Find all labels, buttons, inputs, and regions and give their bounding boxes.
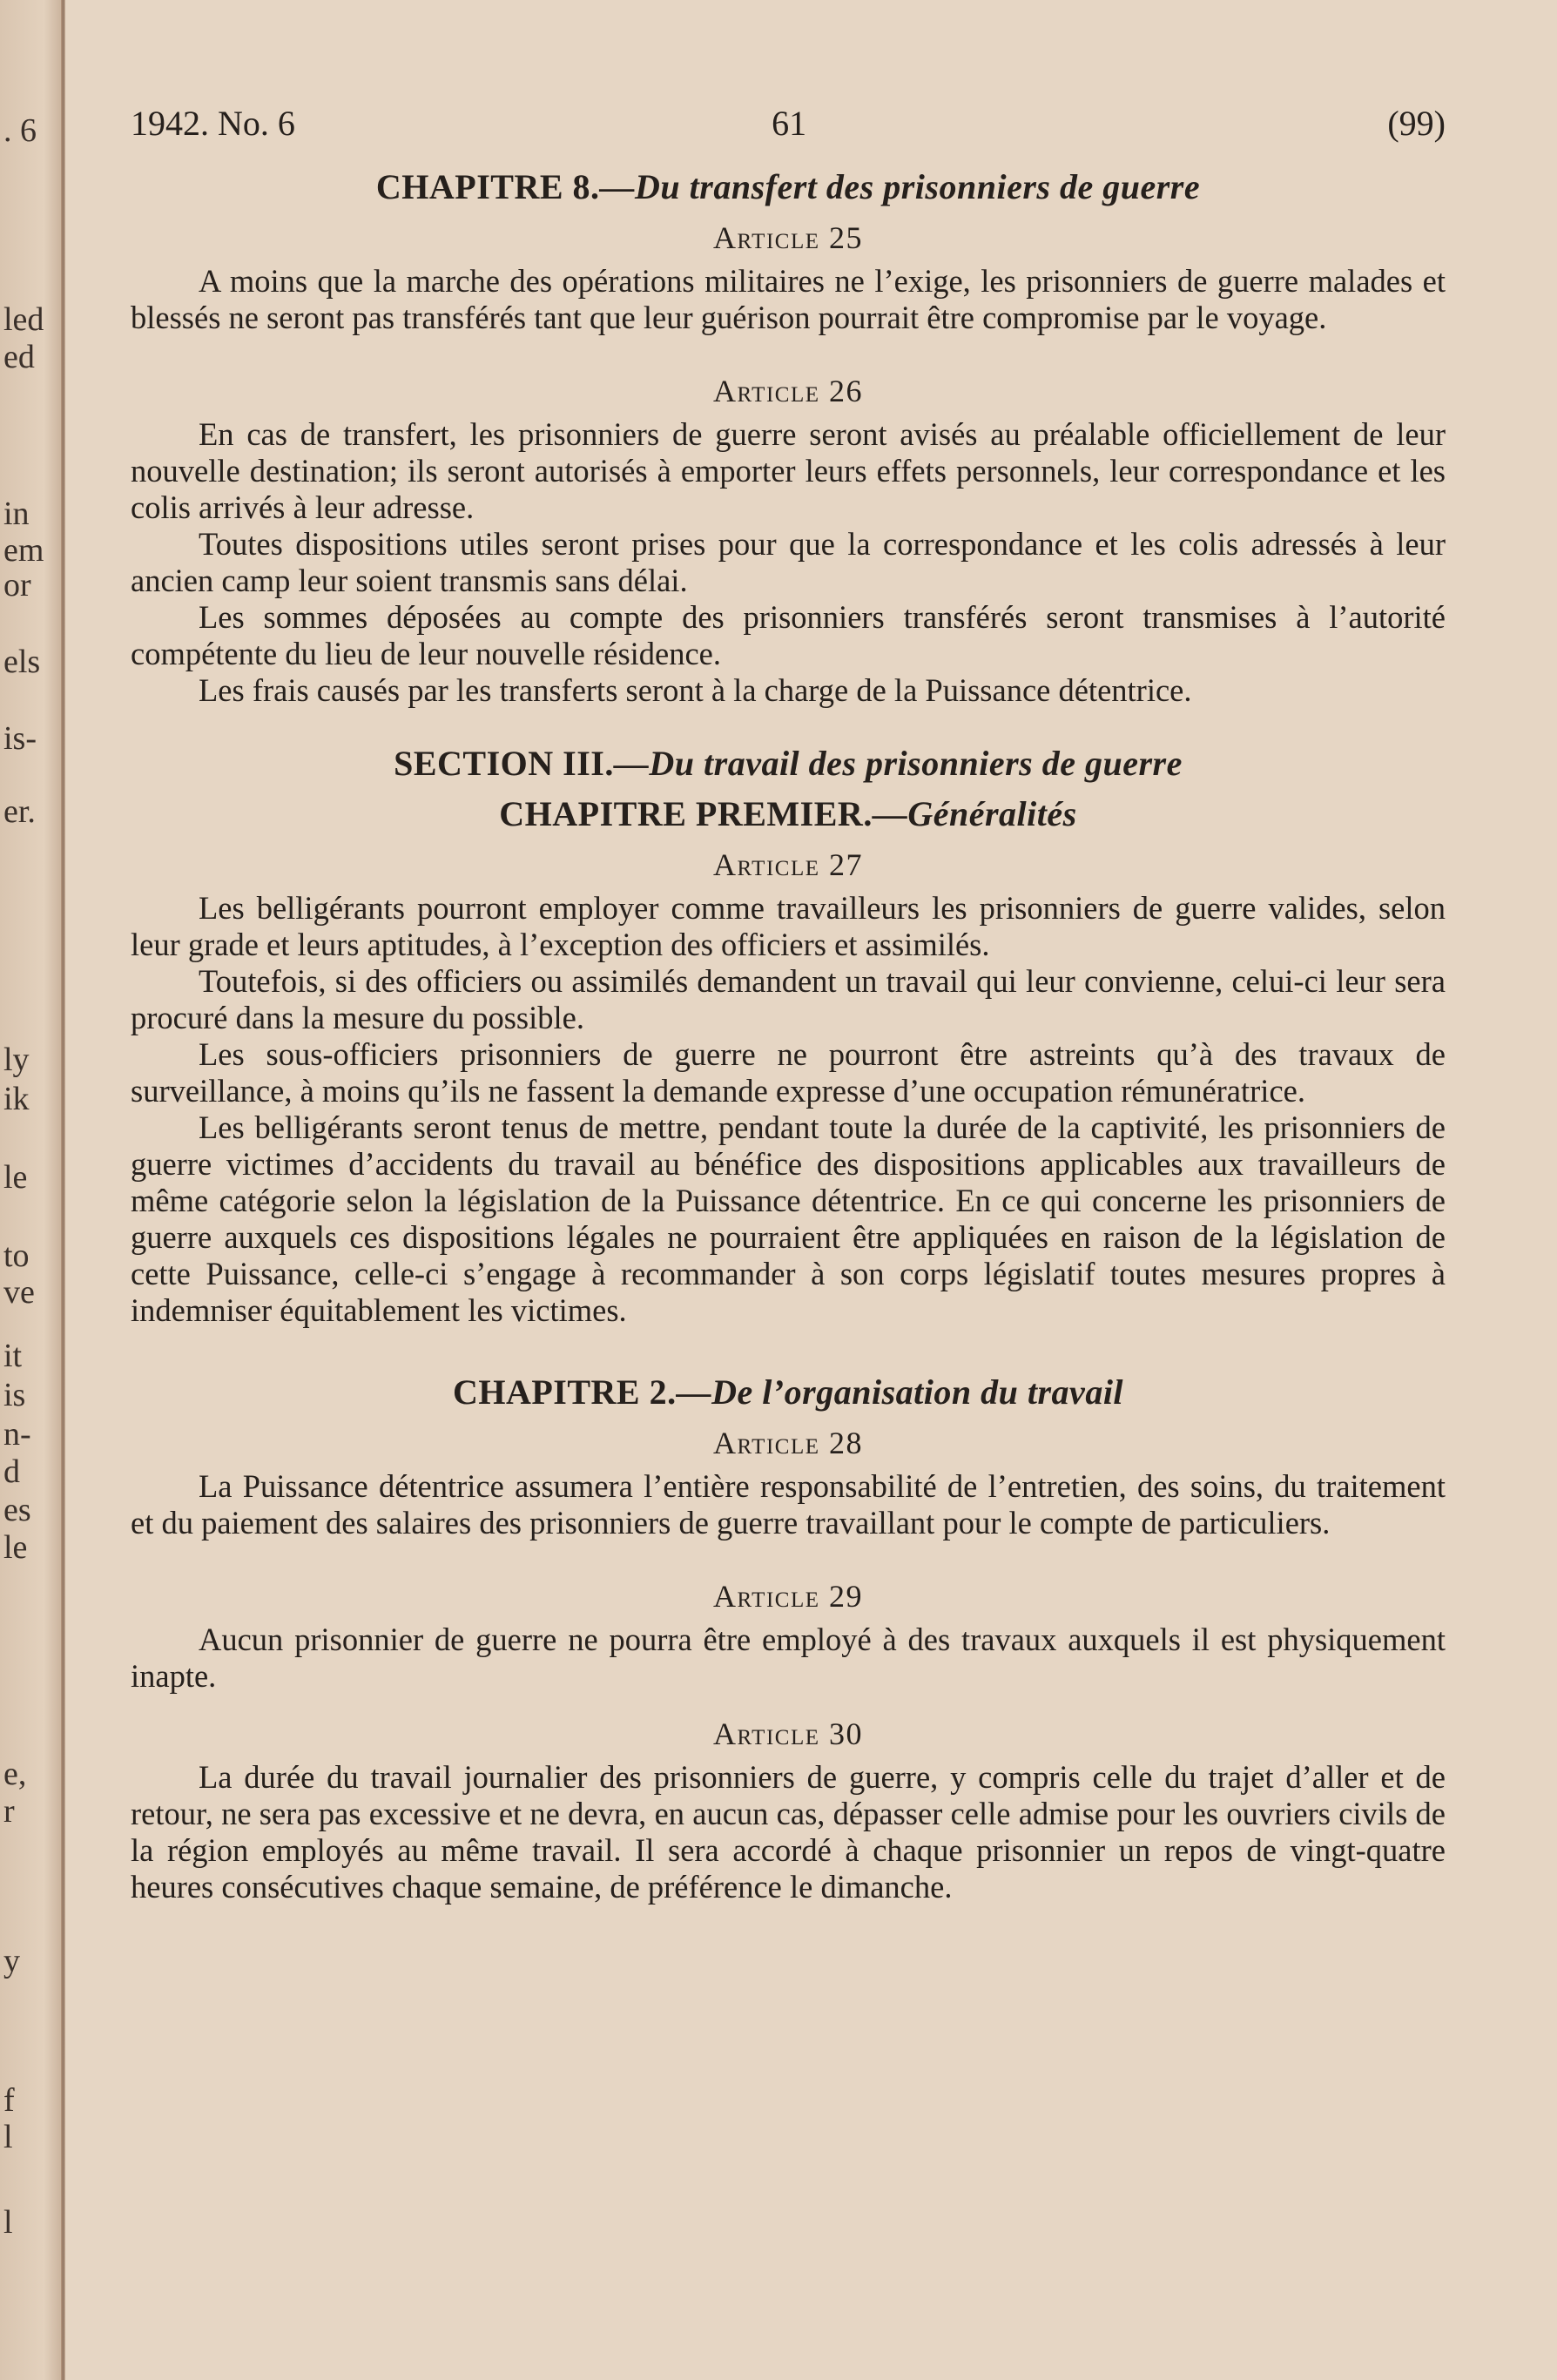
margin-fragment: ve [3,1274,35,1311]
margin-fragment: l [3,2119,13,2155]
article-26-heading: Article 26 [713,374,863,408]
chapter-title: —De l’organisation du travail [676,1372,1124,1412]
article-29-heading: Article 29 [713,1579,863,1614]
article-27-heading: Article 27 [713,847,863,882]
article-25-heading: Article 25 [713,220,863,255]
margin-fragment: e, [3,1756,27,1792]
paragraph: Les sommes déposées au compte des prisonniers transférés seront transmises à l’autorité compétente du lieu de leur nouvelle résidence. [131,599,1446,671]
chapter-2-heading [131,1367,1446,1418]
article-30-heading: Article 30 [713,1716,863,1751]
margin-fragment: is [3,1377,26,1413]
paragraph: Les frais causés par les transferts seront à la charge de la Puissance détentrice. [199,672,1192,708]
paragraph: A moins que la marche des opérations militaires ne l’exige, les prisonniers de guerre malades et blessés ne seront pas transférés tant que leur guérison pourrait être compromise par le voyage. [131,263,1446,335]
paragraph: Aucun prisonnier de guerre ne pourra être employé à des travaux auxquels il est physiquement inapte. [131,1622,1446,1694]
chapter-8-heading [131,162,1446,212]
margin-fragment: ed [3,339,35,375]
paragraph: La Puissance détentrice assumera l’entière responsabilité de l’entretien, des soins, du traitement et du paiement des salaires des prisonniers de guerre travaillant pour le compte de particuliers. [131,1468,1446,1541]
paragraph: Toutefois, si des officiers ou assimilés demandent un travail qui leur convienne, celui-ci leur sera procuré dans la mesure du possible. [131,963,1446,1035]
paragraph: En cas de transfert, les prisonniers de guerre seront avisés au préalable officiellement de leur nouvelle destination; ils seront autorisés à emporter leurs effets personnels, leur correspondance et les colis arrivés à leur adresse. [131,416,1446,525]
article-28-heading: Article 28 [713,1426,863,1460]
section-3-heading [131,738,1446,789]
section-label: SECTION III. [394,744,614,783]
margin-fragment: to [3,1237,30,1274]
paragraph: Les sous-officiers prisonniers de guerre ne pourront être astreints qu’à des travaux de surveillance, à moins qu’ils ne fassent la demande expresse d’une occupation rémunératrice. [131,1036,1446,1109]
margin-fragment: r [3,1793,15,1830]
chapter-1-heading [131,789,1446,839]
margin-fragment: l [3,2204,13,2241]
paragraph: Les belligérants seront tenus de mettre, pendant toute la durée de la captivité, les prisonniers de guerre victimes d’accidents du travail au bénéfice des dispositions applicables aux travailleurs de même catégorie selon la législation de la Puissance détentrice. En ce qui concerne les prisonniers de guerre auxquels ces dispositions légales ne pourraient être appliquées en raison de la législation de cette Puissance, celle-ci s’engage à recommander à son corps législatif toutes mesures propres à indemniser équitablement les victimes. [131,1109,1446,1328]
margin-fragment: els [3,644,41,680]
margin-fragment: or [3,567,31,603]
chapter-label: CHAPITRE PREMIER. [499,794,873,833]
chapter-label: CHAPITRE 8. [375,167,600,206]
paragraph: Toutes dispositions utiles seront prises pour que la correspondance et les colis adressés à leur ancien camp leur soient transmis sans délai. [131,526,1446,598]
margin-fragment: led [3,301,44,338]
volume-number: 1942. No. 6 [131,104,295,143]
page-number: 61 [772,104,807,143]
margin-fragment: . 6 [3,112,37,149]
margin-fragment: le [3,1159,28,1196]
paragraph: La durée du travail journalier des prisonniers de guerre, y compris celle du trajet d’aller et de retour, ne sera pas excessive et ne devra, en aucun cas, dépasser celle admise pour les ouvriers civils de la région employés au même travail. Il sera accordé à chaque prisonnier un repos de vingt-quatre heures consécutives chaque semaine, de préférence le dimanche. [131,1759,1446,1905]
margin-fragment: ik [3,1081,30,1117]
margin-fragment: er. [3,793,36,830]
margin-fragment: le [3,1529,28,1566]
margin-fragment: ly [3,1042,30,1078]
paragraph: Les belligérants pourront employer comme travailleurs les prisonniers de guerre valides, selon leur grade et leurs aptitudes, à l’exception des officiers et assimilés. [131,890,1446,962]
margin-fragment: d [3,1453,20,1490]
margin-fragment: in [3,496,30,532]
document-page [131,103,1446,1905]
margin-fragment: em [3,532,44,569]
margin-fragment: y [3,1943,20,1979]
margin-fragment: n- [3,1416,31,1453]
chapter-title: —Du transfert des prisonniers de guerre [599,167,1201,206]
running-head [131,103,1446,155]
chapter-title: —Généralités [872,794,1077,833]
binding-shadow [61,0,65,2380]
section-title: —Du travail des prisonniers de guerre [613,744,1183,783]
chapter-label: CHAPITRE 2. [452,1372,677,1412]
margin-fragment: f [3,2082,15,2119]
margin-fragment: es [3,1492,31,1528]
margin-fragment: it [3,1338,23,1374]
margin-fragment: is- [3,720,37,757]
page-reference: (99) [1387,104,1446,143]
